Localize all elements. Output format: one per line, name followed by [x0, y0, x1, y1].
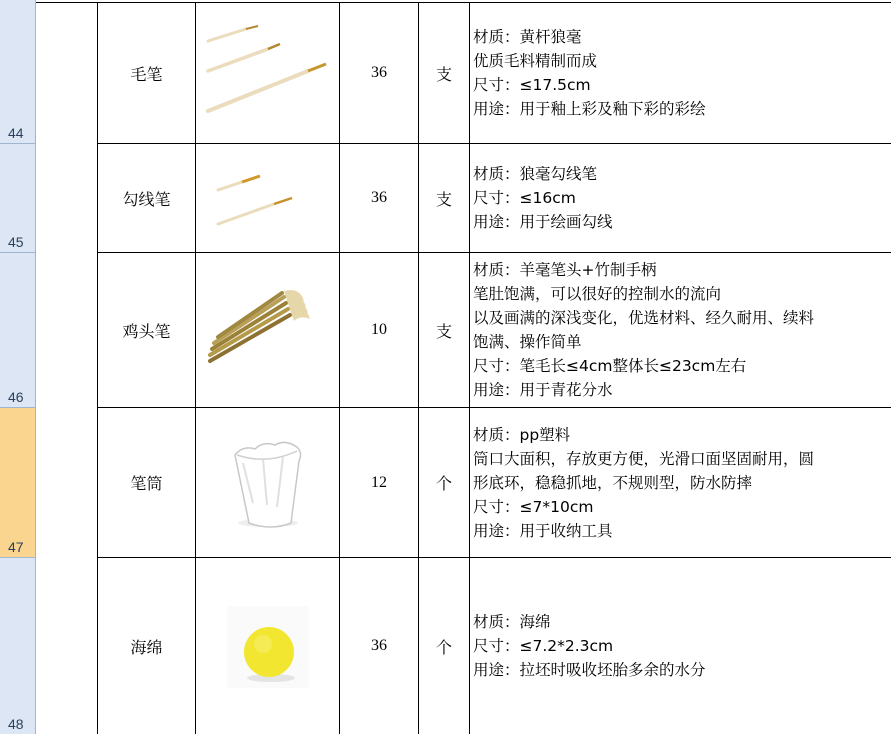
description-line: 材质：黄杆狼毫	[473, 28, 582, 46]
description-line: 材质：海绵	[473, 613, 551, 631]
description-line: 用途：用于收纳工具	[473, 521, 613, 540]
description-cell[interactable]	[470, 558, 891, 734]
item-image-cell[interactable]	[196, 408, 340, 558]
row-number: 48	[8, 716, 24, 732]
row-number: 47	[8, 539, 24, 555]
brush-pens-icon	[198, 23, 338, 123]
unit-cell[interactable]	[419, 3, 470, 144]
quantity: 36	[371, 637, 387, 654]
item-name: 毛笔	[130, 64, 163, 84]
description-line: 尺寸：≤7*10cm	[473, 497, 594, 516]
description-line: 用途：用于釉上彩及釉下彩的彩绘	[473, 100, 706, 118]
empty-cell[interactable]	[36, 408, 98, 558]
quantity-cell[interactable]	[340, 144, 419, 253]
empty-cell[interactable]	[36, 253, 98, 408]
item-image-cell[interactable]	[196, 3, 340, 144]
unit: 个	[435, 474, 452, 493]
table-row	[36, 3, 891, 144]
unit-cell[interactable]	[419, 144, 470, 253]
description-line: 笔肚饱满，可以很好的控制水的流向	[473, 285, 722, 303]
table-row	[36, 253, 891, 408]
unit-cell[interactable]	[419, 408, 470, 558]
item-name-cell[interactable]	[98, 3, 196, 144]
row-header-46[interactable]	[0, 253, 36, 408]
line-pens-icon	[198, 158, 338, 238]
chicken-head-brushes-icon	[198, 275, 338, 385]
description-line: 用途：拉坯时吸收坯胎多余的水分	[473, 661, 706, 679]
table-row	[36, 558, 891, 734]
empty-cell[interactable]	[36, 558, 98, 734]
description-line: 筒口大面积，存放更方便，光滑口面坚固耐用，圆	[473, 449, 815, 468]
empty-cell[interactable]	[36, 144, 98, 253]
unit: 支	[435, 64, 452, 84]
row-header-45[interactable]	[0, 144, 36, 253]
pen-holder-icon	[213, 433, 323, 533]
item-name-cell[interactable]	[98, 408, 196, 558]
item-name: 勾线笔	[122, 189, 171, 209]
description-line: 尺寸：笔毛长≤4cm整体长≤23cm左右	[473, 357, 747, 375]
quantity: 10	[371, 321, 387, 338]
description-line: 尺寸：≤16cm	[473, 189, 576, 207]
item-name: 鸡头笔	[122, 321, 171, 341]
description-line: 材质：羊毫笔头+竹制手柄	[473, 261, 657, 279]
quantity: 36	[371, 64, 387, 81]
item-name-cell[interactable]	[98, 144, 196, 253]
description-cell[interactable]	[470, 144, 891, 253]
item-image-cell[interactable]	[196, 558, 340, 734]
quantity-cell[interactable]	[340, 3, 419, 144]
row-number: 44	[8, 125, 24, 141]
quantity: 36	[371, 189, 387, 206]
row-header-48[interactable]	[0, 558, 36, 734]
description-line: 材质：pp塑料	[473, 425, 571, 444]
unit-cell[interactable]	[419, 253, 470, 408]
quantity: 12	[371, 473, 387, 491]
table-row	[36, 144, 891, 253]
row-header-47[interactable]	[0, 408, 36, 558]
unit-cell[interactable]	[419, 558, 470, 734]
quantity-cell[interactable]	[340, 408, 419, 558]
description-line: 形底环，稳稳抓地，不规则型，防水防摔	[473, 473, 753, 492]
item-image-cell[interactable]	[196, 253, 340, 408]
item-name: 笔筒	[130, 474, 163, 493]
item-name-cell[interactable]	[98, 253, 196, 408]
description-line: 优质毛料精制而成	[473, 52, 598, 70]
description-cell[interactable]	[470, 3, 891, 144]
unit: 支	[435, 189, 452, 209]
unit: 个	[435, 637, 452, 657]
description-line: 用途：用于青花分水	[473, 381, 613, 399]
row-number: 46	[8, 389, 24, 405]
description-line: 材质：狼毫勾线笔	[473, 165, 598, 183]
item-name: 海绵	[130, 637, 163, 657]
quantity-cell[interactable]	[340, 558, 419, 734]
description-cell[interactable]	[470, 253, 891, 408]
row-header-44[interactable]	[0, 0, 36, 144]
description-line: 以及画满的深浅变化，优选材料、经久耐用、续料	[473, 309, 815, 327]
sponge-icon	[213, 596, 323, 696]
table-row	[36, 408, 891, 558]
quantity-cell[interactable]	[340, 253, 419, 408]
description-line: 用途：用于绘画勾线	[473, 213, 613, 231]
item-name-cell[interactable]	[98, 558, 196, 734]
row-number: 45	[8, 234, 24, 250]
unit: 支	[435, 321, 452, 341]
item-image-cell[interactable]	[196, 144, 340, 253]
description-line: 饱满、操作简单	[473, 333, 582, 351]
description-cell[interactable]	[470, 408, 891, 558]
description-line: 尺寸：≤7.2*2.3cm	[473, 637, 614, 655]
empty-cell[interactable]	[36, 3, 98, 144]
description-line: 尺寸：≤17.5cm	[473, 76, 591, 94]
